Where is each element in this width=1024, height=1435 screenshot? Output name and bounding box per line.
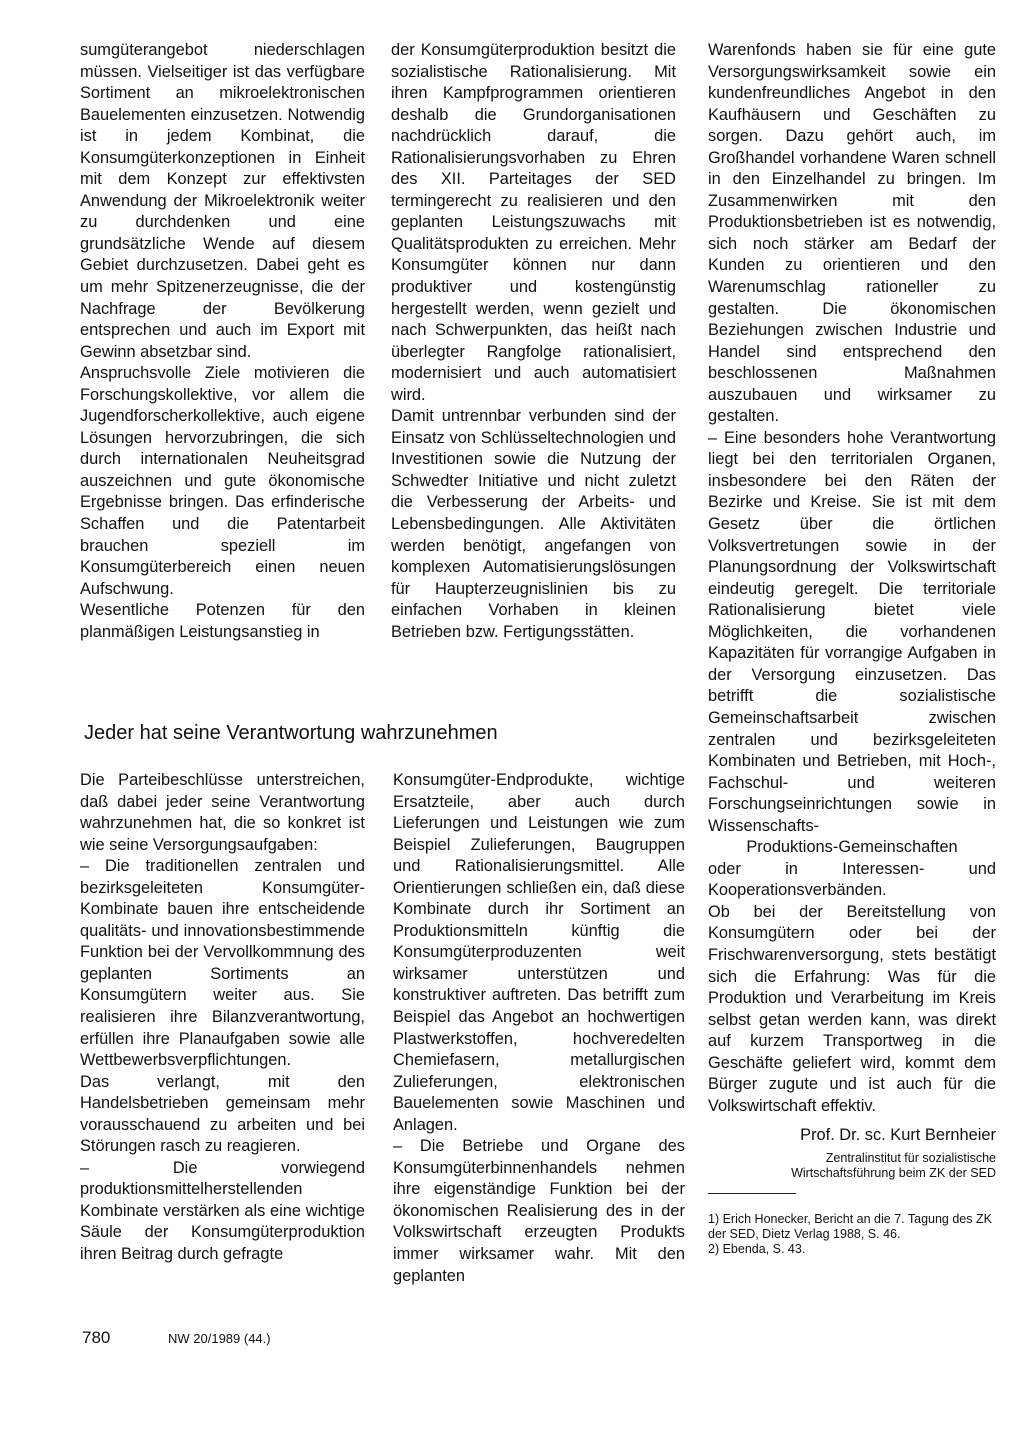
column-1 bbox=[80, 40, 365, 643]
paragraph: Wesentliche Potenzen für den planmäßigen Leistungsanstieg in bbox=[80, 601, 365, 641]
footnote-divider bbox=[708, 1193, 796, 1194]
paragraph: – Die vorwiegend produktionsmittelherstellenden Kombinate verstärken als eine wichtige Säule der Konsumgüterproduktion ihren Beitrag durch gefragte bbox=[80, 1158, 365, 1264]
paragraph: Anspruchsvolle Ziele motivieren die Forschungskollektive, vor allem die Jugendforscherkollektive, auch eigene Lösungen hervorzubringen, die sich durch internationalen Neuheitsgrad auszeichnen und gute ökonomische Ergebnisse bringen. Das erfinderische Schaffen und die Patentarbeit brauchen speziell im Konsumgüterbereich einen neuen Aufschwung. bbox=[80, 364, 365, 598]
paragraph: – Eine besonders hohe Verantwortung liegt bei den territorialen Organen, insbesondere bei den Räten der Bezirke und Kreise. Sie ist mit dem Gesetz über die örtlichen Volksvertretungen sowie in der Planungsordnung der Volkswirtschaft eindeutig geregelt. Die territoriale Rationalisierung bietet viele Möglichkeiten, die vorhandenen Kapazitäten für vorrangige Aufgaben in der Versorgung einzusetzen. Das betrifft die sozialistische Gemeinschaftsarbeit zwischen zentralen und bezirksgeleiteten Kombinaten und Betrieben, mit Hoch-, Fachschul- und weiteren Forschungseinrichtungen sowie in Wissenschafts- bbox=[708, 428, 996, 835]
paragraph: Das verlangt, mit den Handelsbetrieben gemeinsam mehr vorausschauend zu arbeiten und bei Störungen rasch zu reagieren. bbox=[80, 1072, 365, 1156]
footnote: 2) Ebenda, S. 43. bbox=[708, 1241, 806, 1256]
affiliation-line: Zentralinstitut für sozialistische bbox=[825, 1150, 996, 1165]
column-4 bbox=[80, 770, 365, 1266]
paragraph: Konsumgüter-Endprodukte, wichtige Ersatzteile, aber auch durch Lieferungen und Leistungen wie zum Beispiel Zulieferungen, Baugruppen und Rationalisierungsmittel. Alle Orientierungen schließen ein, daß diese Kombinate durch ihr Sortiment an Produktionsmitteln künftig die Konsumgüterproduzenten weit wirksamer unterstützen und konstruktiver auftreten. Das betrifft zum Beispiel das Angebot an hochwertigen Plastwerkstoffen, hochveredelten Chemiefasern, metallurgischen Zulieferungen, elektronischen Bauelementen sowie Maschinen und Anlagen. bbox=[393, 771, 685, 1134]
paragraph: Damit untrennbar verbunden sind der Einsatz von Schlüsseltechnologien und Investitionen sowie die Nutzung der Schwedter Initiative und nicht zuletzt die Verbesserung der Arbeits- und Lebensbedingungen. Alle Aktivitäten werden benötigt, angefangen von komplexen Automatisierungslösungen für Haupterzeugnislinien bis zu einfachen Vorhaben in kleinen Betrieben bzw. Fertigungsstätten. bbox=[391, 407, 676, 641]
author-name: Prof. Dr. sc. Kurt Bernheier bbox=[800, 1126, 996, 1145]
footnote: 1) Erich Honecker, Bericht an die 7. Tagung des ZK der SED, Dietz Verlag 1988, S. 46. bbox=[708, 1211, 992, 1241]
paragraph: der Konsumgüterproduktion besitzt die sozialistische Rationalisierung. Mit ihren Kampfprogrammen orientieren deshalb die Grundorganisationen nachdrücklich darauf, die Rationalisierungsvorhaben zu Ehren des XII. Parteitages der SED termingerecht zu realisieren und den geplanten Leistungszuwachs mit Qualitätsprodukten zu erreichen. Mehr Konsumgüter können nur dann produktiver und kostengünstig hergestellt werden, wenn gezielt und nach Schwerpunkten, das heißt nach überlegter Rangfolge rationalisiert, modernisiert und auch automatisiert wird. bbox=[391, 41, 676, 404]
paragraph-centered: Produktions-Gemeinschaften bbox=[746, 838, 958, 857]
affiliation-line: Wirtschaftsführung beim ZK der SED bbox=[791, 1165, 996, 1180]
column-3 bbox=[708, 40, 996, 1257]
paragraph: sumgüterangebot niederschlagen müssen. Vielseitiger ist das verfügbare Sortiment an mikroelektronischen Bauelementen einzusetzen. Notwendig ist in jedem Kombinat, die Konsumgüterkonzeptionen in Einheit mit dem Konzept zur effektivsten Anwendung der Mikroelektronik weiter zu durchdenken und eine grundsätzliche Wende auf diesem Gebiet durchzusetzen. Dabei geht es um mehr Spitzenerzeugnisse, die der Nachfrage der Bevölkerung entsprechen und auch im Export mit Gewinn absetzbar sind. bbox=[80, 41, 365, 361]
paragraph: Warenfonds haben sie für eine gute Versorgungswirksamkeit sowie ein kundenfreundliches Angebot in den Kaufhäusern und Geschäften zu sorgen. Dazu gehört auch, im Großhandel vorhandene Waren schnell in den Einzelhandel zu bringen. Im Zusammenwirken mit den Produktionsbetrieben ist es notwendig, sich noch stärker am Bedarf der Kunden zu orientieren und den Warenumschlag rationeller zu gestalten. Die ökonomischen Beziehungen zwischen Industrie und Handel sind entsprechend den beschlossenen Maßnahmen auszubauen und wirksamer zu gestalten. bbox=[708, 41, 996, 426]
paragraph: Ob bei der Bereitstellung von Konsumgütern oder bei der Frischwarenversorgung, stets bestätigt sich die Erfahrung: Was für die Produktion und Verarbeitung im Kreis selbst getan werden kann, was direkt auf kurzem Transportweg in die Geschäfte geliefert wird, kommt dem Bürger zugute und ist auch für die Volkswirtschaft effektiv. bbox=[708, 902, 996, 1115]
paragraph: oder in Interessen- und Kooperationsverbänden. bbox=[708, 859, 996, 900]
footnotes bbox=[708, 1212, 996, 1257]
column-2 bbox=[391, 40, 676, 643]
section-heading: Jeder hat seine Verantwortung wahrzunehmen bbox=[84, 722, 498, 744]
issue-label: NW 20/1989 (44.) bbox=[168, 1331, 271, 1346]
affiliation bbox=[708, 1151, 996, 1181]
column-5 bbox=[393, 770, 685, 1287]
page-number: 780 bbox=[82, 1328, 111, 1347]
paragraph: Die Parteibeschlüsse unterstreichen, daß dabei jeder seine Verantwortung wahrzunehmen hat, die so konkret ist wie seine Versorgungsaufgaben: bbox=[80, 771, 365, 854]
author-block bbox=[708, 1125, 996, 1181]
paragraph: – Die traditionellen zentralen und bezirksgeleiteten Konsumgüter-Kombinate bauen ihre entscheidende qualitäts- und innovationsbestimmende Funktion bei der Vervollkommnung des geplanten Sortiments an Konsumgütern weiter aus. Sie realisieren ihre Bilanzverantwortung, erfüllen ihre Planaufgaben sowie alle Wettbewerbsverpflichtungen. bbox=[80, 857, 365, 1070]
paragraph: – Die Betriebe und Organe des Konsumgüterbinnenhandels nehmen ihre eigenständige Funktion bei der ökonomischen Realisierung des in der Volkswirtschaft erzeugten Produkts immer wirksamer wahr. Mit den geplanten bbox=[393, 1137, 685, 1285]
